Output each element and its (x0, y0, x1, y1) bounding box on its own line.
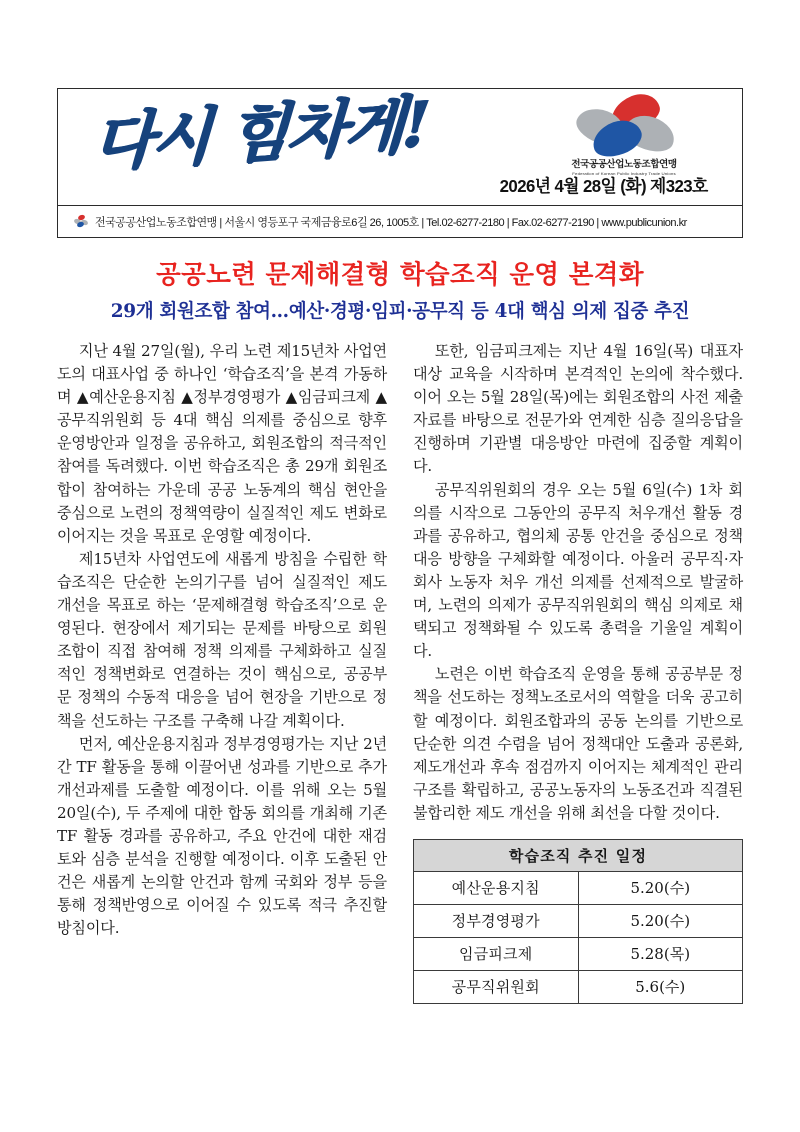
logo-name-korean: 전국공공산업노동조합연맹 (571, 159, 677, 170)
schedule-table-title: 학습조직 추진 일정 (414, 839, 743, 871)
brush-calligraphy-title: 다시 힘차게! (92, 87, 430, 180)
table-row (414, 871, 743, 904)
schedule-item-date: 5.20(수) (578, 904, 743, 937)
paragraph: 지난 4월 27일(월), 우리 노련 제15년차 사업연도의 대표사업 중 하나인 ‘학습조직’을 본격 가동하며 ▲예산운용지침 ▲정부경영평가 ▲임금피크제 ▲공무직위원회 등 4대 핵심 의제를 중심으로 향후 운영방안과 일정을 공유하고, 회원조합의 적극적인 참여를 독려했다. 이번 학습조직은 총 29개 회원조합이 참여하는 가운데 공공 노동계의 핵심 현안을 중심으로 노련의 정책역량이 실질적인 제도 변화로 이어지는 것을 목표로 운영할 예정이다. (57, 342, 387, 545)
table-header-row (414, 839, 743, 871)
right-column (413, 340, 743, 1004)
paragraph: 또한, 임금피크제는 지난 4월 16일(목) 대표자 대상 교육을 시작하며 본격적인 논의에 착수했다. 이어 오는 5월 28일(목)에는 회원조합의 사전 제출 자료를 바탕으로 전문가와 연계한 심층 질의응답을 진행하며 기관별 대응방안 마련에 집중할 계획이다. (413, 342, 743, 476)
masthead-top (58, 89, 742, 206)
schedule-table (413, 839, 743, 1004)
contact-info-text: 전국공공산업노동조합연맹 | 서울시 영등포구 국제금융로6길 26, 1005호 | Tel.02-6277-2180 | Fax.02-6277-2190 | www.publicunion.kr (95, 216, 687, 229)
schedule-table-wrapper (413, 839, 743, 1004)
article-subheadline: 29개 회원조합 참여…예산·경평·임피·공무직 등 4대 핵심 의제 집중 추진 (110, 300, 690, 322)
contact-strip (58, 206, 742, 237)
organization-logo (544, 95, 704, 177)
schedule-item-date: 5.20(수) (578, 871, 743, 904)
paragraph: 제15년차 사업연도에 새롭게 방침을 수립한 학습조직은 단순한 논의기구를 넘어 실질적인 제도 개선을 목표로 하는 ‘문제해결형 학습조직’으로 운영된다. 현장에서 제기되는 문제를 바탕으로 회원조합이 직접 참여해 정책 의제를 구체화하고 실질적인 정책변화로 연결하는 것이 핵심으로, 공공부문 정책의 수동적 대응을 넘어 현장을 기반으로 정책을 선도하는 구조를 구축해 나갈 계획이다. (57, 549, 387, 730)
schedule-item-name: 예산운용지침 (414, 871, 579, 904)
logo-petals-icon (572, 95, 676, 157)
contact-logo-icon (74, 215, 87, 228)
issue-date-line: 2026년 4월 28일 (화) 제323호 (499, 176, 708, 196)
logo-name-english: Federation of Korean Public Industry Trade Unions (572, 171, 676, 176)
article-body (57, 340, 743, 1004)
schedule-item-name: 임금피크제 (414, 937, 579, 970)
table-row (414, 904, 743, 937)
schedule-item-name: 정부경영평가 (414, 904, 579, 937)
table-row (414, 937, 743, 970)
paragraph: 공무직위원회의 경우 오는 5월 6일(수) 1차 회의를 시작으로 그동안의 공무직 처우개선 활동 경과를 공유하고, 협의체 공통 안건을 중심으로 정책 대응 방향을 구체화할 예정이다. 아울러 공무직·자회사 노동자 처우 개선 의제를 선제적으로 발굴하며, 노련의 의제가 공무직위원회의 핵심 의제로 채택되고 정책화될 수 있도록 총력을 기울일 계획이다. (413, 480, 743, 661)
table-row (414, 970, 743, 1003)
schedule-item-date: 5.6(수) (578, 970, 743, 1003)
paragraph: 노련은 이번 학습조직 운영을 통해 공공부문 정책을 선도하는 정책노조로서의 역할을 더욱 공고히 할 예정이다. 회원조합과의 공동 논의를 기반으로 단순한 의견 수렴을 넘어 정책대안 도출과 공론화, 제도개선과 후속 점검까지 이어지는 체계적인 관리 구조를 확립하고, 공공노동자의 노동조건과 직결된 불합리한 제도 개선을 위해 최선을 다할 것이다. (413, 665, 743, 822)
schedule-item-date: 5.28(목) (578, 937, 743, 970)
schedule-item-name: 공무직위원회 (414, 970, 579, 1003)
schedule-table-body (414, 871, 743, 1003)
left-column (57, 340, 387, 1004)
article-headline: 공공노련 문제해결형 학습조직 운영 본격화 (156, 260, 644, 290)
masthead (57, 88, 743, 238)
paragraph: 먼저, 예산운용지침과 정부경영평가는 지난 2년간 TF 활동을 통해 이끌어낸 성과를 기반으로 추가 개선과제를 도출할 예정이다. 이를 위해 오는 5월 20일(수), 두 주제에 대한 합동 회의를 개최해 기존 TF 활동 경과를 공유하고, 주요 안건에 대한 재검토와 심층 분석을 진행할 예정이다. 이후 도출된 안건은 새롭게 논의할 안건과 함께 국회와 정부 등을 통해 정책반영으로 이어질 수 있도록 적극 추진할 방침이다. (57, 734, 387, 938)
